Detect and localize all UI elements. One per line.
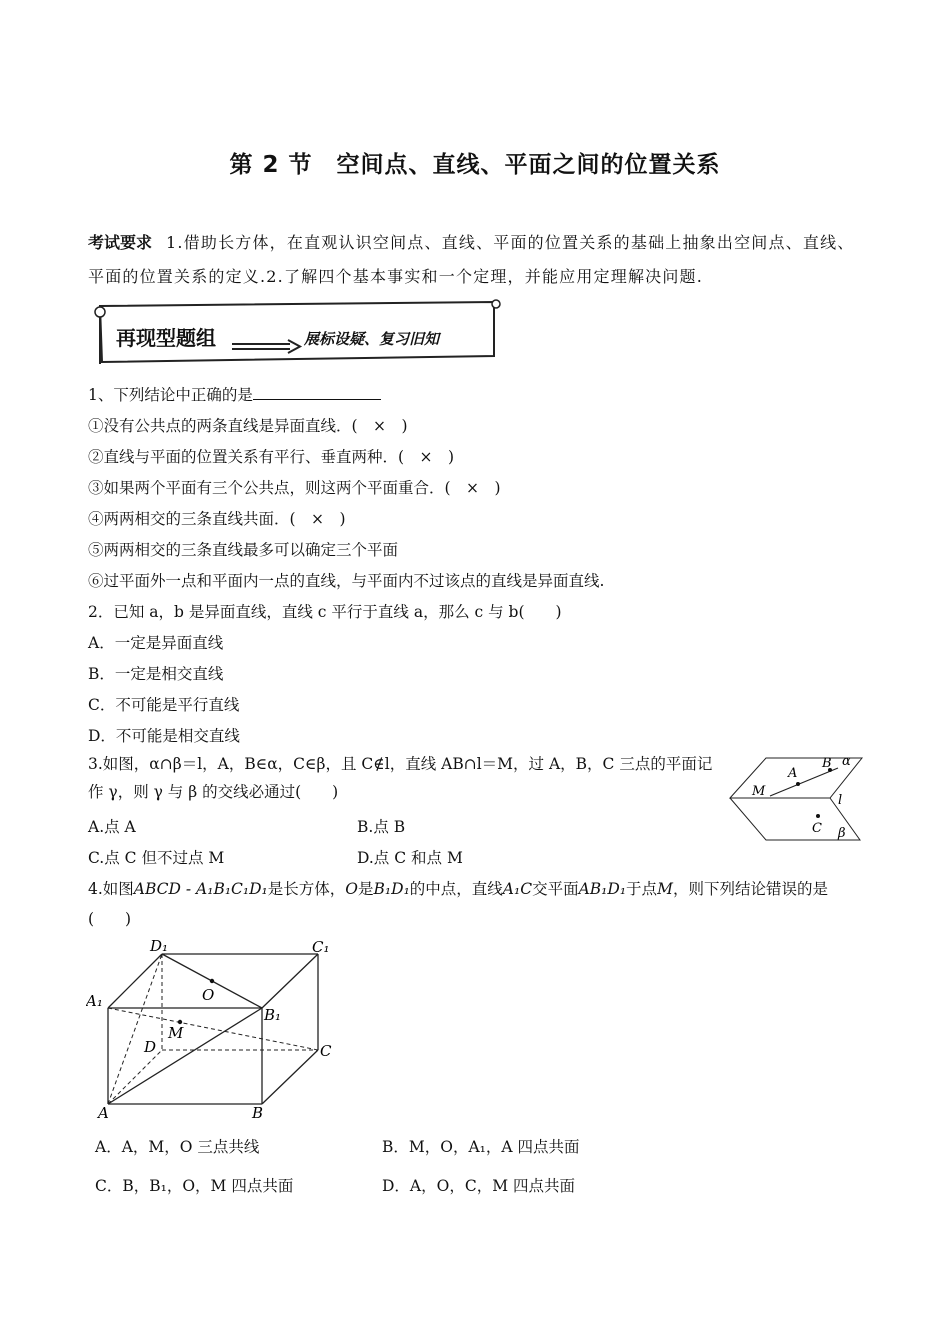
q4-option-b: B．M，O，A₁，A 四点共面	[382, 1138, 580, 1156]
q3-stem: 3.如图，α∩β＝l，A，B∈α，C∈β，且 C∉l，直线 AB∩l＝M，过 A，B，C 三点的平面记作 γ，则 γ 与 β 的交线必通过( )	[88, 755, 713, 801]
label-c: C	[812, 821, 822, 836]
label-beta: β	[838, 826, 846, 841]
cuboid-figure	[86, 938, 346, 1120]
label-d1: D₁	[150, 938, 169, 955]
banner-sub: 展标设疑、复习旧知	[304, 330, 440, 348]
requirements-label: 考试要求	[88, 233, 153, 252]
label-m: M	[752, 784, 766, 799]
q3-option-a: A.点 A	[88, 818, 136, 836]
exam-requirements	[88, 226, 863, 294]
q1-item: ②直线与平面的位置关系有平行、垂直两种．( × )	[88, 448, 455, 466]
label-d: D	[144, 1038, 157, 1056]
requirements-text: 1.借助长方体，在直观认识空间点、直线、平面的位置关系的基础上抽象出空间点、直线、平面的位置关系的定义.2.了解四个基本事实和一个定理，并能应用定理解决问题.	[88, 233, 855, 286]
q1-item: ⑤两两相交的三条直线最多可以确定三个平面	[88, 541, 399, 559]
q2-option-c: C．不可能是平行直线	[88, 696, 240, 714]
q1-item: ⑥过平面外一点和平面内一点的直线，与平面内不过该点的直线是异面直线.	[88, 572, 605, 590]
label-o: O	[202, 986, 215, 1004]
label-b: B	[252, 1104, 264, 1120]
label-b: B	[822, 756, 832, 771]
q2-option-b: B．一定是相交直线	[88, 665, 224, 683]
label-l: l	[838, 793, 843, 808]
label-a: A	[98, 1104, 109, 1120]
q4-option-a: A．A，M，O 三点共线	[95, 1138, 260, 1156]
q4-option-d: D．A，O，C，M 四点共面	[382, 1177, 575, 1195]
label-a1: A₁	[86, 992, 103, 1010]
q2-option-d: D．不可能是相交直线	[88, 727, 240, 745]
q4-option-c: C．B，B₁，O，M 四点共面	[95, 1177, 294, 1195]
q1-item: ④两两相交的三条直线共面．( × )	[88, 510, 346, 528]
section-banner	[90, 298, 504, 368]
label-b1: B₁	[264, 1006, 282, 1024]
page-title: 第 2 节 空间点、直线、平面之间的位置关系	[229, 152, 721, 178]
label-alpha: α	[842, 754, 851, 769]
q3-option-d: D.点 C 和点 M	[357, 849, 463, 867]
label-a: A	[788, 766, 798, 781]
banner-main: 再现型题组	[116, 326, 216, 350]
q1-stem: 1、下列结论中正确的是	[88, 383, 381, 405]
q2-stem: 2．已知 a，b 是异面直线，直线 c 平行于直线 a，那么 c 与 b( )	[88, 603, 562, 621]
q4-stem: 4.如图ABCD - A₁B₁C₁D₁是长方体，O是B₁D₁的中点，直线A₁C交平面AB₁D₁于点M，则下列结论错误的是 ( )	[88, 880, 828, 928]
answer-blank[interactable]	[253, 385, 381, 400]
q2-option-a: A．一定是异面直线	[88, 634, 224, 652]
label-m: M	[168, 1024, 184, 1042]
q3-option-b: B.点 B	[357, 818, 406, 836]
q3-option-c: C.点 C 但不过点 M	[88, 849, 225, 867]
planes-figure	[726, 752, 866, 846]
label-c: C	[320, 1042, 332, 1060]
label-c1: C₁	[312, 938, 330, 956]
q1-item: ①没有公共点的两条直线是异面直线．( × )	[88, 417, 408, 435]
q1-item: ③如果两个平面有三个公共点，则这两个平面重合．( × )	[88, 479, 501, 497]
